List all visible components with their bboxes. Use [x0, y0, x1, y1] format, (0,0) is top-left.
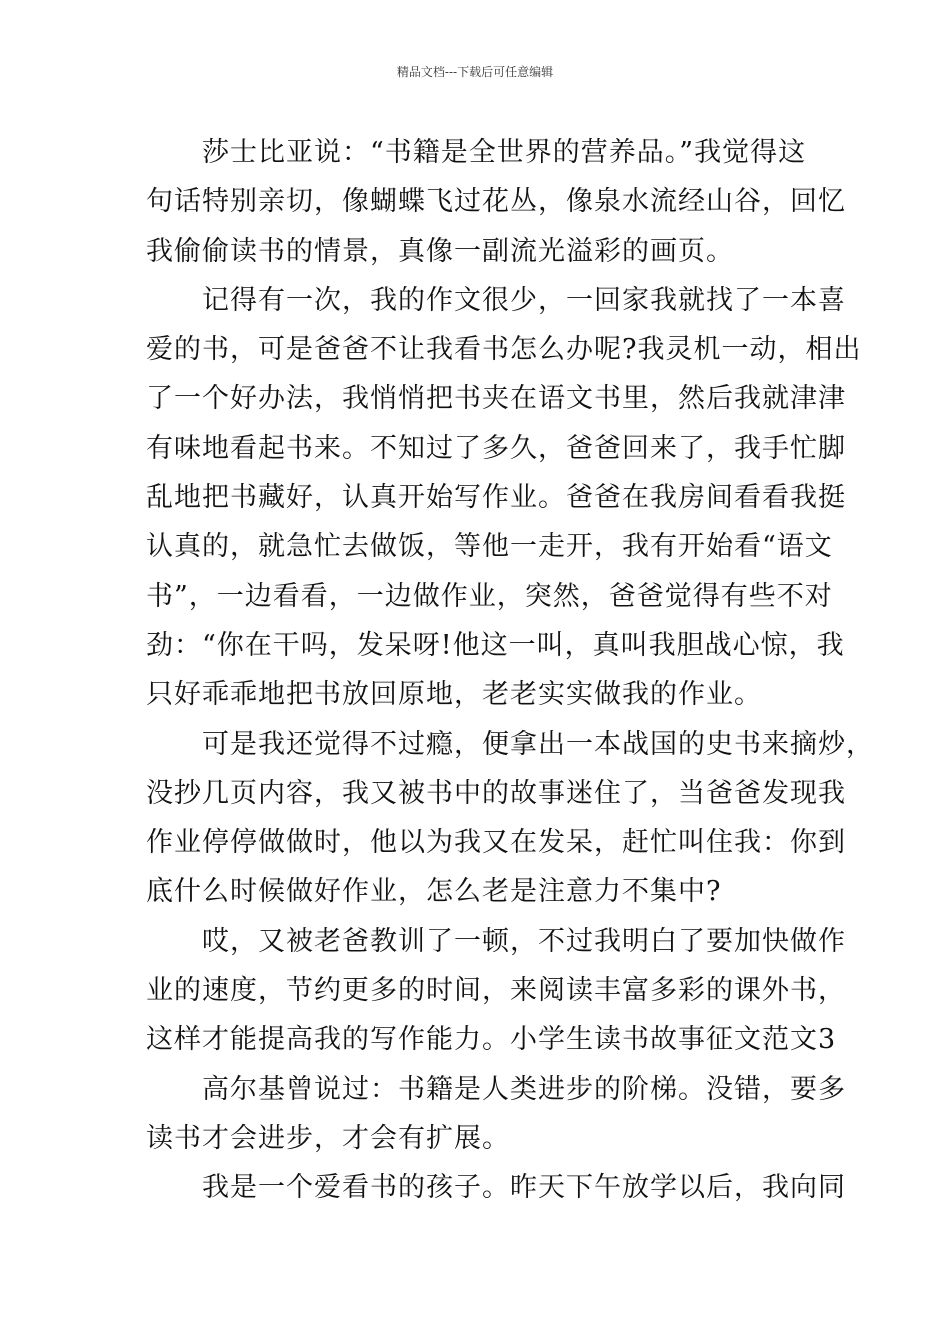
paragraph-line: 底什么时候做好作业，怎么老是注意力不集中? [146, 876, 722, 908]
paragraph-line: 句话特别亲切，像蝴蝶飞过花丛，像泉水流经山谷，回忆 [146, 186, 846, 218]
paragraph-line: 有味地看起书来。不知过了多久，爸爸回来了，我手忙脚 [146, 432, 846, 464]
article-body [146, 128, 874, 1213]
paragraph-line: 我是一个爱看书的孩子。昨天下午放学以后，我向同 [202, 1172, 846, 1204]
paragraph-line: 业的速度，节约更多的时间，来阅读丰富多彩的课外书， [146, 975, 846, 1007]
paragraph-line: 没抄几页内容，我又被书中的故事迷住了，当爸爸发现我 [146, 777, 846, 809]
page-header: 精品文档---下载后可任意编辑 [396, 65, 554, 79]
paragraph-line: 可是我还觉得不过瘾，便拿出一本战国的史书来摘炒， [202, 728, 874, 760]
paragraph-line: 记得有一次，我的作文很少，一回家我就找了一本喜 [202, 284, 846, 316]
paragraph-line: 乱地把书藏好，认真开始写作业。爸爸在我房间看看我挺 [146, 482, 846, 514]
paragraph-line: 高尔基曾说过：书籍是人类进步的阶梯。没错，要多 [202, 1073, 846, 1105]
paragraph-line: 书”，一边看看，一边做作业，突然，爸爸觉得有些不对 [146, 580, 833, 612]
paragraph-line: 读书才会进步，才会有扩展。 [146, 1122, 510, 1154]
paragraph-line: 莎士比亚说：“书籍是全世界的营养品。”我觉得这 [202, 137, 807, 168]
paragraph-line: 这样才能提高我的写作能力。小学生读书故事征文范文3 [146, 1024, 837, 1056]
paragraph-line: 我偷偷读书的情景，真像一副流光溢彩的画页。 [146, 235, 734, 267]
paragraph-line: 只好乖乖地把书放回原地，老老实实做我的作业。 [146, 679, 762, 711]
paragraph-line: 哎，又被老爸教训了一顿，不过我明白了要加快做作 [202, 925, 846, 957]
paragraph-line: 劲：“你在干吗，发呆呀!他这一叫，真叫我胆战心惊，我 [146, 629, 845, 661]
paragraph-line: 了一个好办法，我悄悄把书夹在语文书里，然后我就津津 [146, 383, 846, 415]
paragraph-line: 认真的，就急忙去做饭，等他一走开，我有开始看“语文 [146, 531, 833, 563]
paragraph-line: 爱的书，可是爸爸不让我看书怎么办呢?我灵机一动，相出 [146, 334, 862, 366]
paragraph-line: 作业停停做做时，他以为我又在发呆，赶忙叫住我：你到 [146, 827, 846, 859]
